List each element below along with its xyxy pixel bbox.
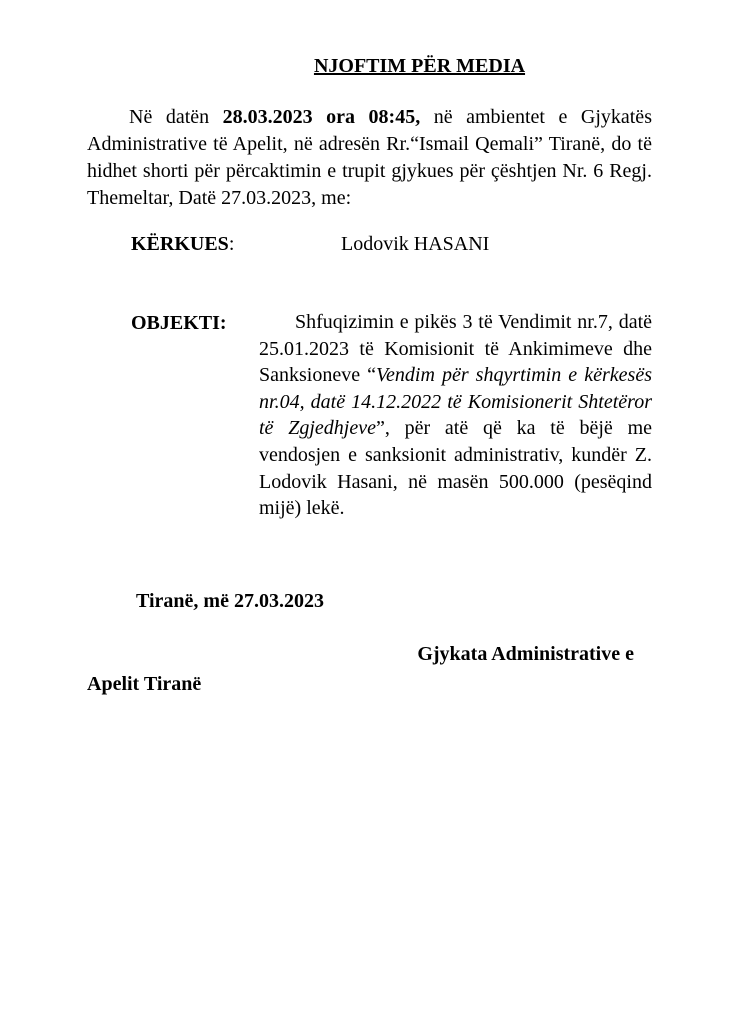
kerkues-value: Lodovik HASANI: [341, 233, 490, 255]
signature-line-2: Apelit Tiranë: [87, 673, 202, 695]
intro-paragraph: [87, 104, 652, 212]
signature-block: [87, 639, 647, 699]
signature-line-1: Gjykata Administrative e: [417, 643, 634, 665]
place-date: Tiranë, më 27.03.2023: [136, 590, 324, 612]
objekti-text-end: ”, për atë që ka të bëjë me vendosjen e sanksionit administrativ, kundër Z. Lodovik Hasani, në masën 500.000 (pesëqind mijë) lekë.: [259, 417, 652, 520]
objekti-label: OBJEKTI:: [131, 312, 227, 334]
objekti-decision-title: Vendim për shqyrtimin e kërkesës nr.04, datë 14.12.2022 të Komisionerit Shtetëror të Zgjedhjeve: [259, 364, 652, 440]
kerkues-label-group: [131, 232, 234, 256]
objekti-text: [259, 309, 652, 522]
intro-prefix: Në datën: [129, 106, 223, 128]
document-title: NJOFTIM PËR MEDIA: [313, 55, 526, 77]
objekti-text-start: Shfuqizimin e pikës 3 të Vendimit nr.7, datë 25.01.2023 të Komisionit të Ankimimeve dhe Sanksioneve “: [259, 311, 652, 387]
kerkues-colon: :: [228, 233, 235, 255]
kerkues-label: KËRKUES: [131, 233, 229, 255]
hearing-datetime: 28.03.2023 ora 08:45,: [222, 106, 421, 128]
intro-rest: në ambientet e Gjykatës Administrative të Apelit, në adresën Rr.“Ismail Qemali” Tiranë, do të hidhet shorti për përcaktimin e trupit gjykues për çështjen Nr. 6 Regj. Themeltar, Datë 27.03.2023, me:: [87, 106, 652, 209]
